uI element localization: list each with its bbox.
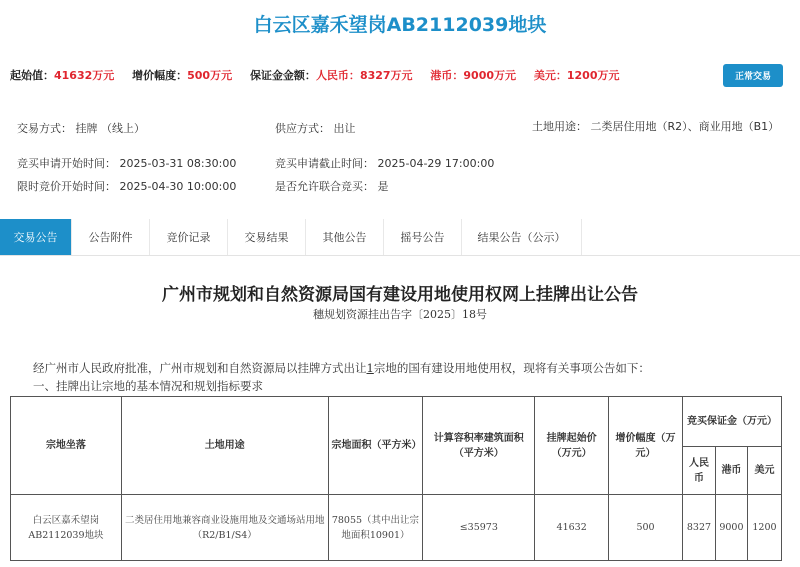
tab-other-notices[interactable]: 其他公告: [306, 219, 384, 255]
increment-value: 500万元: [187, 69, 233, 82]
deposit-label: 保证金金额：: [249, 69, 316, 82]
header-area: 宗地面积（平方米）: [328, 397, 423, 495]
rmb-value: 8327万元: [359, 69, 413, 82]
usd-value: 1200万元: [566, 69, 620, 82]
document-number: 穗规划资源挂出告字〔2025〕18号: [313, 308, 487, 321]
document-title: 广州市规划和自然资源局国有建设用地使用权网上挂牌出让公告: [162, 285, 638, 305]
price-summary: [10, 67, 634, 83]
cell-hkd: 9000: [715, 495, 747, 561]
header-start-price: 挂牌起始价（万元）: [535, 397, 609, 495]
cell-location: 白云区嘉禾望岗AB2112039地块: [11, 495, 122, 561]
cell-usd: 1200: [747, 495, 781, 561]
tab-announcement[interactable]: 交易公告: [0, 219, 72, 255]
table-row: [11, 495, 782, 561]
intro-count: 1: [366, 361, 374, 375]
cell-area: 78055（其中出让宗地面积10901）: [328, 495, 423, 561]
start-price-value: 41632万元: [54, 69, 115, 82]
hkd-label: 港币：: [430, 69, 464, 82]
tab-result-publicity[interactable]: 结果公告（公示）: [462, 219, 582, 255]
rmb-label: 人民币：: [315, 69, 360, 82]
tab-lottery-notice[interactable]: 摇号公告: [384, 219, 462, 255]
start-price-label: 起始值：: [10, 69, 54, 82]
hkd-value: 9000万元: [463, 69, 517, 82]
tab-attachments[interactable]: 公告附件: [72, 219, 150, 255]
tab-bar: [0, 219, 800, 256]
header-far-area: 计算容积率建筑面积（平方米）: [423, 397, 535, 495]
cell-rmb: 8327: [682, 495, 715, 561]
page-title: 白云区嘉禾望岗AB2112039地块: [253, 14, 547, 36]
header-usd: 美元: [747, 447, 781, 495]
header-increment: 增价幅度（万元）: [609, 397, 683, 495]
supply-method: 供应方式： 出让: [275, 122, 356, 135]
section-heading: 一、挂牌出让宗地的基本情况和规划指标要求: [33, 379, 263, 393]
increment-label: 增价幅度：: [132, 69, 188, 82]
cell-start-price: 41632: [535, 495, 609, 561]
land-use: 土地用途： 二类居住用地（R2）、商业用地（B1）: [532, 120, 780, 133]
cell-increment: 500: [609, 495, 683, 561]
apply-end-time: 竞买申请截止时间： 2025-04-29 17:00:00: [275, 157, 495, 170]
intro-text-b: 宗地的国有建设用地使用权，现将有关事项公告如下：: [373, 361, 650, 375]
header-hkd: 港币: [715, 447, 747, 495]
trade-status-button[interactable]: 正常交易: [723, 64, 783, 87]
apply-start-time: 竞买申请开始时间： 2025-03-31 08:30:00: [17, 157, 237, 170]
tab-bid-records[interactable]: 竞价记录: [150, 219, 228, 255]
header-land-use: 土地用途: [121, 397, 328, 495]
header-deposit: 竞买保证金（万元）: [682, 397, 781, 447]
cell-far-area: ≤35973: [423, 495, 535, 561]
header-rmb: 人民币: [682, 447, 715, 495]
intro-text-a: 经广州市人民政府批准，广州市规划和自然资源局以挂牌方式出让: [33, 361, 367, 375]
usd-label: 美元：: [533, 69, 567, 82]
header-location: 宗地坐落: [11, 397, 122, 495]
trade-method: 交易方式： 挂牌 （线上）: [17, 122, 145, 135]
cell-land-use: 二类居住用地兼容商业设施用地及交通场站用地（R2/B1/S4）: [121, 495, 328, 561]
bid-start-time: 限时竞价开始时间： 2025-04-30 10:00:00: [17, 180, 237, 193]
tab-results[interactable]: 交易结果: [228, 219, 306, 255]
intro-paragraph: [33, 360, 650, 376]
land-info-table: [10, 396, 782, 561]
joint-bid-allowed: 是否允许联合竞买： 是: [275, 180, 389, 193]
